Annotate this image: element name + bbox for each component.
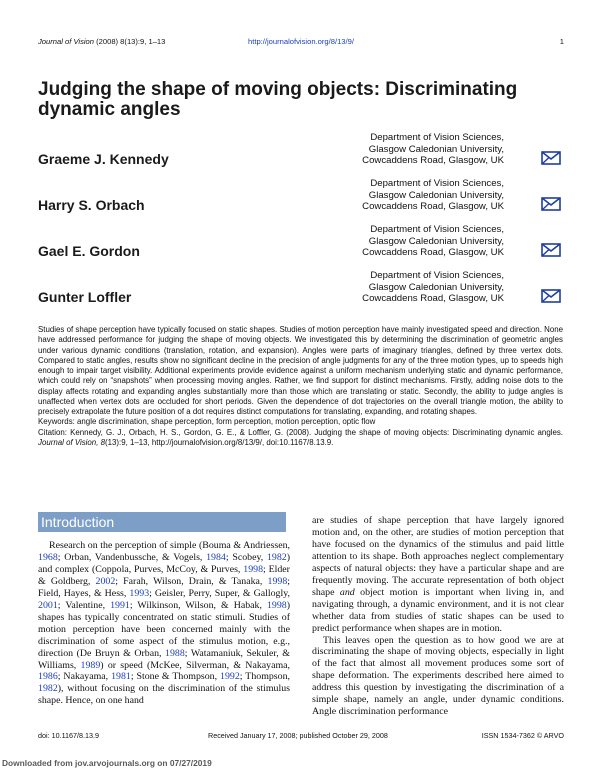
citation — [38, 428, 563, 449]
author-name: Graeme J. Kennedy — [38, 151, 169, 167]
affiliation-line: Glasgow Caledonian University, — [368, 235, 504, 247]
email-icon[interactable] — [541, 151, 561, 165]
body-text: ) or speed (McKee, Silverman, & Nakayama, — [100, 659, 290, 671]
affiliation-line: Glasgow Caledonian University, — [368, 281, 504, 293]
citation-link[interactable]: 1982 — [266, 551, 287, 563]
author-affiliation — [264, 270, 504, 305]
citation-link[interactable]: 1998 — [243, 563, 263, 575]
citation-link[interactable]: 1998 — [267, 575, 288, 587]
body-text: ; Farah, Wilson, Drain, & Tanaka, — [115, 575, 268, 587]
citation-link[interactable]: 1982 — [38, 683, 58, 695]
download-watermark: Downloaded from jov.arvojournals.org on 07/27/2019 — [2, 758, 212, 768]
author-name: Gunter Loffler — [38, 289, 132, 305]
paper-title: Judging the shape of moving objects: Discriminating dynamic angles — [38, 79, 518, 120]
citation-link[interactable]: 1998 — [266, 599, 287, 611]
body-text: ; Orban, Vandenbussche, & Vogels, — [57, 551, 207, 563]
email-icon[interactable] — [541, 197, 561, 211]
citation-link[interactable]: 1986 — [38, 671, 58, 683]
footer-doi: doi: 10.1167/8.13.9 — [38, 731, 100, 740]
body-text: ; Scobey, — [225, 551, 267, 563]
paragraph — [312, 515, 564, 635]
author-affiliation — [264, 178, 504, 213]
journal-name: Journal of Vision — [38, 37, 95, 46]
affiliation-line: Cowcaddens Road, Glasgow, UK — [362, 247, 504, 259]
body-text: ; Nakayama, — [57, 671, 112, 683]
keywords: Keywords: angle discrimination, shape perception, form perception, motion perception, optic flow — [38, 417, 376, 427]
author-name: Gael E. Gordon — [38, 243, 140, 259]
email-icon[interactable] — [541, 289, 561, 303]
emphasis-text: and — [339, 586, 355, 598]
body-text: ) shapes has typically concentrated on static stimuli. Studies of motion perception have been concerned mainly with the discrimination of some aspect of the stimulus motion, e.g., direction (De Bruyn & Orban, — [38, 599, 290, 659]
section-heading-bar — [38, 512, 286, 532]
body-text: ; Wilkinson, Wilson, & Habak, — [129, 599, 267, 611]
email-icon[interactable] — [541, 243, 561, 257]
body-text: ; Geisler, Perry, Super, & Gallogly, — [149, 587, 291, 599]
page-number: 1 — [559, 37, 564, 46]
body-text: ; Stone & Thompson, — [130, 671, 221, 683]
affiliation-line: Glasgow Caledonian University, — [368, 143, 504, 155]
paragraph — [38, 540, 290, 707]
body-text: ; Watamaniuk, Sekuler, & Williams, — [38, 647, 290, 671]
body-text: Research on the perception of simple (Bouma & Andriessen, — [49, 540, 290, 551]
citation-link[interactable]: 1992 — [220, 671, 240, 683]
abstract-block — [38, 325, 563, 448]
body-text: ) and complex (Coppola, Purves, McCoy, & Purves, — [38, 551, 290, 575]
affiliation-line: Glasgow Caledonian University, — [368, 189, 504, 201]
body-column-right — [312, 515, 564, 718]
affiliation-line: Department of Vision Sciences, — [370, 132, 504, 143]
affiliation-line: Cowcaddens Road, Glasgow, UK — [362, 201, 504, 213]
body-column-left — [38, 540, 290, 707]
author-affiliation — [264, 224, 504, 259]
citation-link[interactable]: 1993 — [129, 587, 150, 599]
body-text: ; Valentine, — [57, 599, 111, 611]
footer-received: Received January 17, 2008; published October 29, 2008 — [208, 731, 388, 740]
citation-journal: Journal of Vision, 8 — [38, 437, 105, 447]
running-header-citation — [38, 37, 165, 46]
author-affiliation — [264, 132, 504, 167]
body-text: ; Field, Hayes, & Hess, — [38, 575, 290, 599]
paragraph: This leaves open the question as to how good we are at discriminating the shape of moving objects, especially in light of the fact that almost all movement produces some sort of shape deformation. The experiments described here aimed to address this question by investigating the discrimination of a simple shape, namely an angle, under dynamic conditions. Angle discrimination performance — [312, 634, 564, 718]
abstract-text: Studies of shape perception have typically focused on static shapes. Studies of motion perception have mainly investigated speed and direction. None have addressed performance for judging the shape of moving objects. We investigated this by determining the discrimination of geometric angles under various dynamic conditions (translation, rotation, and expansion). Angles were parts of imaginary triangles, defined by three vertex dots. Compared to static angles, results show no significant decline in the precision of angle judgments for any of the three motion types, up to speeds high enough to impair target visibility. Additional experiments provide evidence against a uniform mechanism underlying static and dynamic performance, which could rely on “snapshots” when processing moving angles. Rather, we find support for distinct mechanisms. Firstly, adding noise dots to the display affects rotating and expanding angles substantially more than those which are translating or static. Secondly, the ability to judge angles is unaffected when vertex dots are occluded for short periods. Given the dependence of dot trajectories on the overall triangle motion, the ability to precisely extrapolate the future position of a dot requires distinct computations for translating, expanding, and rotating shapes. — [38, 325, 563, 416]
citation-link[interactable]: 2001 — [38, 599, 58, 611]
affiliation-line: Cowcaddens Road, Glasgow, UK — [362, 155, 504, 167]
body-text: object motion is important when living in, and navigating through, a dynamic environment, and it is not clear whether data from studies of static shapes can be used to predict performance when shapes are in motion. — [312, 586, 564, 634]
citation-link[interactable]: 1991 — [110, 599, 130, 611]
body-text: are studies of shape perception that have largely ignored motion and, on the other, are studies of motion perception that have focused on the dynamics of the stimulus and paid little attention to its shape. Both approaches neglect complementary aspects of natural objects: they have a particular shape and are frequently moving. The accurate representation of both object shape — [312, 515, 564, 598]
citation-link[interactable]: 2002 — [95, 575, 116, 587]
body-text: ; Elder & Goldberg, — [38, 563, 290, 587]
body-text: ), without focusing on the discrimination of the stimulus shape. Hence, on one hand — [38, 683, 290, 707]
footer-issn: ISSN 1534-7362 © ARVO — [481, 731, 564, 740]
citation-link[interactable]: 1984 — [206, 551, 226, 563]
issue-info: (2008) 8(13):9, 1–13 — [94, 37, 166, 46]
citation-link[interactable]: 1981 — [111, 671, 131, 683]
citation-link[interactable]: 1989 — [80, 659, 101, 671]
section-heading: Introduction — [41, 514, 115, 530]
affiliation-line: Department of Vision Sciences, — [370, 178, 504, 189]
citation-prefix: Citation: Kennedy, G. J., Orbach, H. S., Gordon, G. E., & Loffler, G. (2008). Judging the shape of moving objects: Discriminating dynamic angles. — [38, 427, 563, 437]
article-url-link[interactable]: http://journalofvision.org/8/13/9/ — [248, 37, 354, 46]
citation-link[interactable]: 1968 — [38, 551, 58, 563]
affiliation-line: Department of Vision Sciences, — [370, 270, 504, 281]
affiliation-line: Department of Vision Sciences, — [370, 224, 504, 235]
body-text: ; Thompson, — [239, 671, 290, 683]
citation-link[interactable]: 1988 — [165, 647, 185, 659]
citation-suffix: (13):9, 1–13, http://journalofvision.org/8/13/9/, doi:10.1167/8.13.9. — [104, 437, 334, 447]
affiliation-line: Cowcaddens Road, Glasgow, UK — [362, 293, 504, 305]
author-name: Harry S. Orbach — [38, 197, 145, 213]
